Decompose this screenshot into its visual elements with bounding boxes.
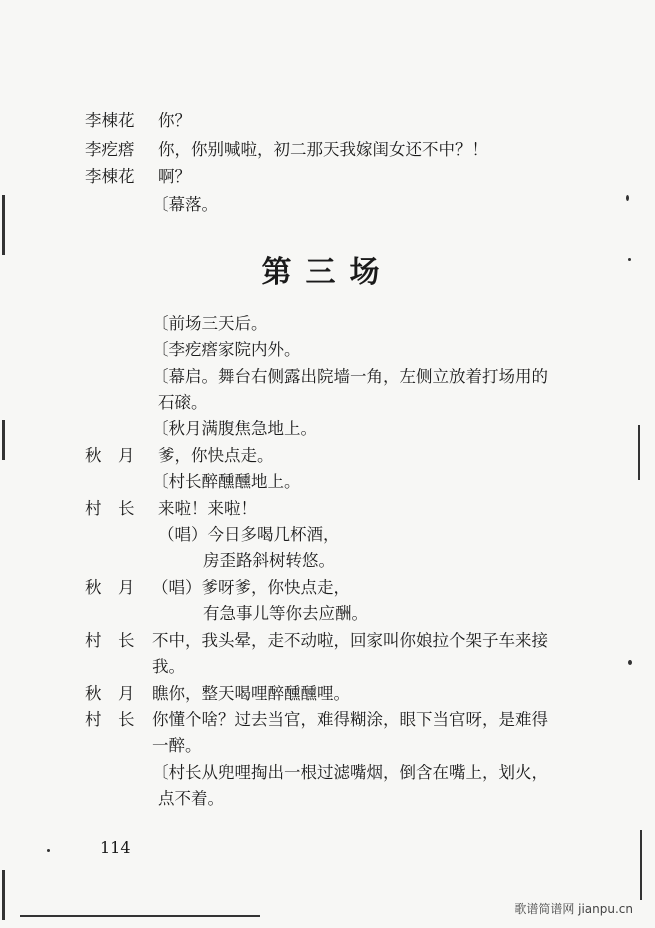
dialogue-line: 来啦！来啦！ [158,499,257,518]
song-line: （唱）爹呀爹，你快点走， [152,578,350,597]
stage-direction: 〔幕启。舞台右侧露出院墙一角，左侧立放着打场用的 [152,367,548,386]
stage-direction: 〔村长从兜哩掏出一根过滤嘴烟，倒含在嘴上，划火， [152,763,548,782]
stage-direction-continued: 石磙。 [158,393,208,412]
watermark: 歌谱简谱网 jianpu.cn [514,902,633,916]
speaker-li-geda: 李疙瘩 [85,140,135,159]
dialogue-line: 爹，你快点走。 [158,446,274,465]
scan-edge-mark [2,420,5,460]
dialogue-line: 瞧你，整天喝哩醉醺醺哩。 [152,684,350,703]
scan-edge-mark [638,425,640,480]
dialogue-line-continued: 一醉。 [152,736,202,755]
song-line: 有急事儿等你去应酬。 [203,604,368,623]
dialogue-line: 你？ [158,111,191,130]
stage-direction-curtain: 〔幕落。 [152,195,218,214]
speaker-li-donghua: 李棟花 [85,167,135,186]
dialogue-line: 你，你别喊啦，初二那天我嫁闺女还不中？！ [158,140,488,159]
scene-title: 第三场 [261,255,394,290]
speaker-cun-zhang: 村 长 [85,631,135,650]
stage-direction: 〔前场三天后。 [152,314,268,333]
scan-edge-mark [2,195,5,255]
scan-edge-mark [640,830,642,900]
dialogue-line: 不中，我头晕，走不动啦，回家叫你娘拉个架子车来接 [152,631,548,650]
page-number: 114 [100,838,131,857]
song-line: 房歪路斜树转悠。 [203,551,335,570]
stage-direction: 〔村长醉醺醺地上。 [152,472,301,491]
speaker-li-donghua: 李棟花 [85,111,135,130]
dialogue-line: 啊？ [158,167,191,186]
scan-speck [626,195,629,201]
scan-bottom-rule [20,915,260,917]
scan-speck [628,258,631,261]
speaker-qiu-yue: 秋 月 [85,684,135,703]
speaker-cun-zhang: 村 长 [85,710,135,729]
stage-direction-continued: 点不着。 [158,789,224,808]
stage-direction: 〔李疙瘩家院内外。 [152,340,301,359]
scan-speck [47,849,50,852]
stage-direction: 〔秋月满腹焦急地上。 [152,419,317,438]
scan-speck [628,660,632,665]
speaker-qiu-yue: 秋 月 [85,446,135,465]
speaker-cun-zhang: 村 长 [85,499,135,518]
scan-edge-mark [2,870,5,920]
song-line: （唱）今日多喝几杯酒， [158,525,340,544]
dialogue-line: 你懂个啥？过去当官，难得糊涂，眼下当官呀，是难得 [152,710,548,729]
dialogue-line-continued: 我。 [152,657,185,676]
speaker-qiu-yue: 秋 月 [85,578,135,597]
